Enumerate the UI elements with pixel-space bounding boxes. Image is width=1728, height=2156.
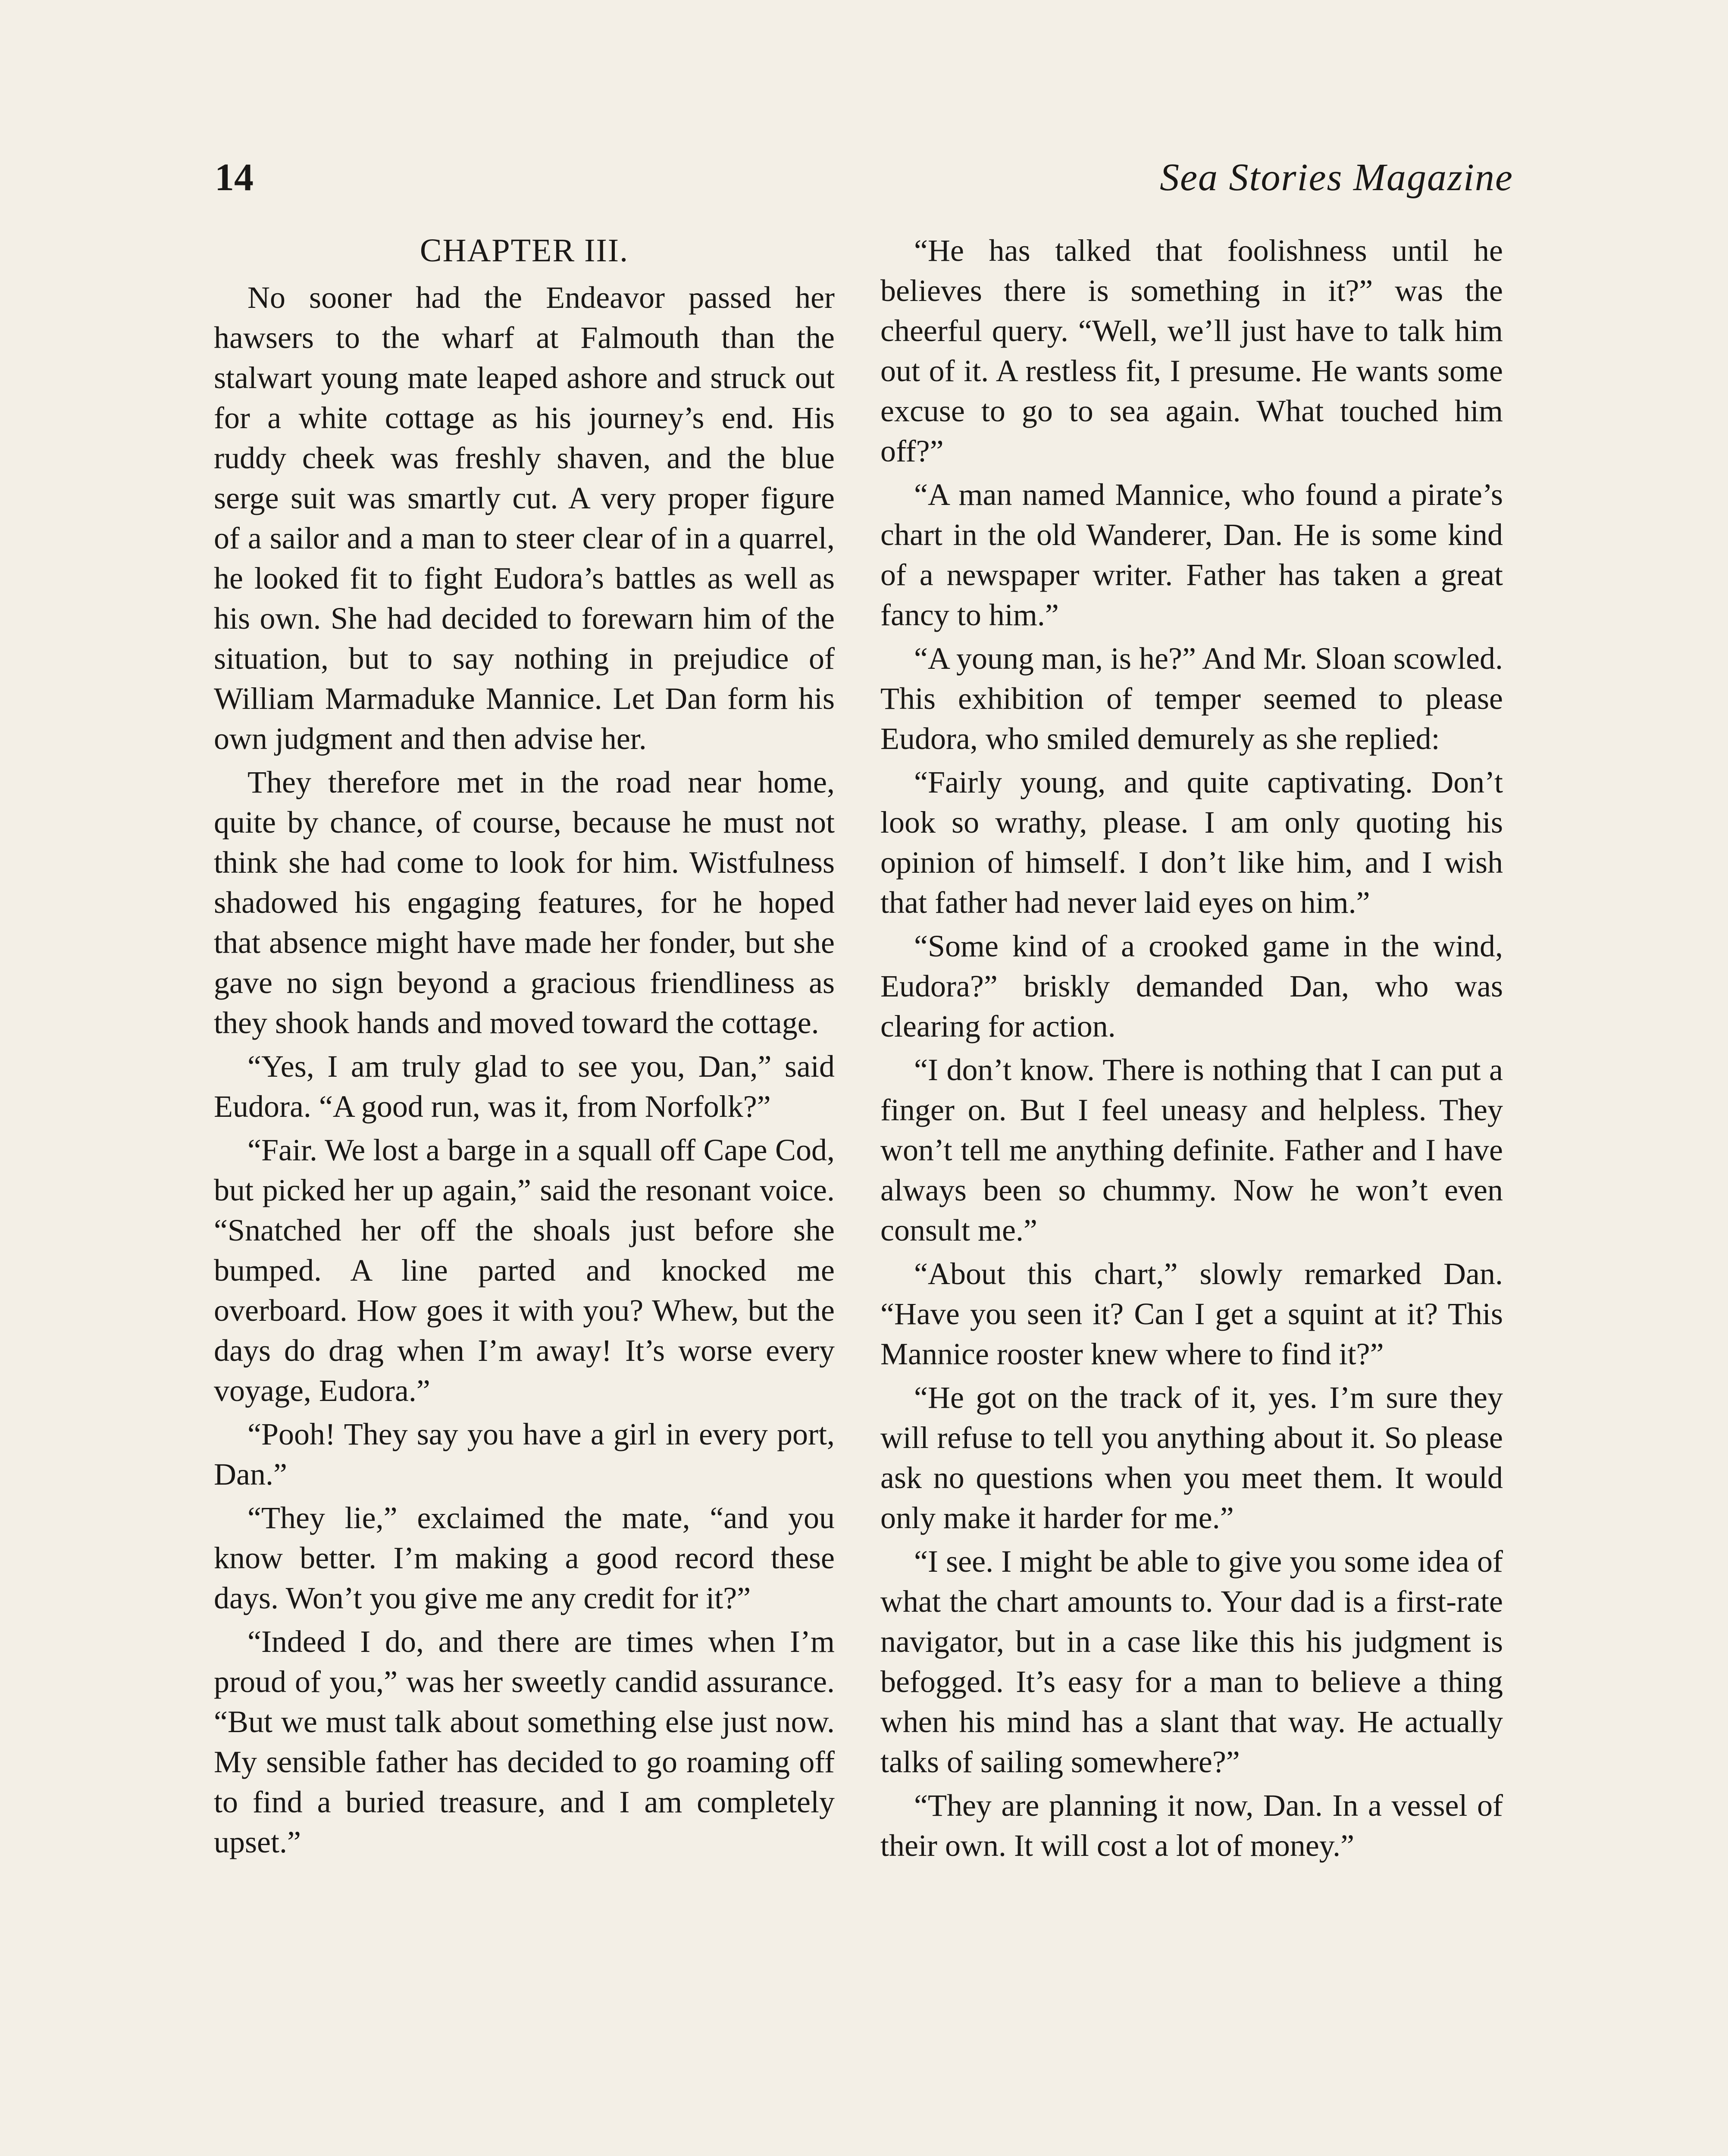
paragraph: “I see. I might be able to give you some idea of what the chart amounts to. Your dad is a first-rate navigator, but in a case like this his judgment is befogged. It’s easy for a man to believe a thing when his mind has a slant that way. He actually talks of sailing somewhere?”: [880, 1544, 1503, 1779]
paragraph: “Some kind of a crooked game in the wind, Eudora?” briskly demanded Dan, who was clearing for action.: [880, 929, 1503, 1044]
paragraph: “Indeed I do, and there are times when I’m proud of you,” was her sweetly candid assurance. “But we must talk about something else just now. My sensible father has decided to go roaming off to find a buried treasure, and I am completely upset.”: [214, 1624, 835, 1859]
right-column: [880, 231, 1503, 1869]
chapter-title: CHAPTER III.: [419, 232, 629, 269]
paragraph: “Fairly young, and quite captivating. Don’t look so wrathy, please. I am only quoting his opinion of himself. I don’t like him, and I wish that father had never laid eyes on him.”: [880, 765, 1503, 920]
paragraph: No sooner had the Endeavor passed her hawsers to the wharf at Falmouth than the stalwart young mate leaped ashore and struck out for a white cottage as his journey’s end. His ruddy cheek was freshly shaven, and the blue serge suit was smartly cut. A very proper figure of a sailor and a man to steer clear of in a quarrel, he looked fit to fight Eudora’s battles as well as his own. She had decided to forewarn him of the situation, but to say nothing in prejudice of William Marmaduke Mannice. Let Dan form his own judgment and then advise her.: [214, 280, 835, 756]
paragraph: “A man named Mannice, who found a pirate’s chart in the old Wanderer, Dan. He is some kind of a newspaper writer. Father has taken a great fancy to him.”: [880, 477, 1503, 632]
page-number: 14: [215, 156, 254, 199]
paragraph: “I don’t know. There is nothing that I can put a finger on. But I feel uneasy and helpless. They won’t tell me anything definite. Father and I have always been so chummy. Now he won’t even consult me.”: [880, 1053, 1503, 1247]
paragraph: “Fair. We lost a barge in a squall off Cape Cod, but picked her up again,” said the resonant voice. “Snatched her off the shoals just before she bumped. A line parted and knocked me overboard. How goes it with you? Whew, but the days do drag when I’m away! It’s worse every voyage, Eudora.”: [214, 1133, 835, 1408]
paragraph: “They are planning it now, Dan. In a vessel of their own. It will cost a lot of money.”: [880, 1788, 1503, 1863]
paragraph: “He has talked that foolishness until he believes there is something in it?” was the cheerful query. “Well, we’ll just have to talk him out of it. A restless fit, I presume. He wants some excuse to go to sea again. What touched him off?”: [880, 233, 1503, 468]
paragraph: “Yes, I am truly glad to see you, Dan,” said Eudora. “A good run, was it, from Norfolk?”: [214, 1049, 835, 1124]
paragraph: “He got on the track of it, yes. I’m sure they will refuse to tell you anything about it. So please ask no questions when you meet them. It would only make it harder for me.”: [880, 1380, 1503, 1535]
paragraph: “About this chart,” slowly remarked Dan. “Have you seen it? Can I get a squint at it? This Mannice rooster knew where to find it?”: [880, 1257, 1503, 1371]
paragraph: “A young man, is he?” And Mr. Sloan scowled. This exhibition of temper seemed to please Eudora, who smiled demurely as she replied:: [880, 641, 1503, 756]
page-header: [215, 155, 1513, 203]
paragraph: They therefore met in the road near home, quite by chance, of course, because he must not think she had come to look for him. Wistfulness shadowed his engaging features, for he hoped that absence might have made her fonder, but she gave no sign beyond a gracious friendliness as they shook hands and moved toward the cottage.: [214, 765, 835, 1040]
left-column: [214, 231, 835, 1866]
running-head: Sea Stories Magazine: [1160, 156, 1513, 199]
paragraph: “Pooh! They say you have a girl in every port, Dan.”: [214, 1417, 835, 1492]
paragraph: “They lie,” exclaimed the mate, “and you know better. I’m making a good record these days. Won’t you give me any credit for it?”: [214, 1501, 835, 1615]
